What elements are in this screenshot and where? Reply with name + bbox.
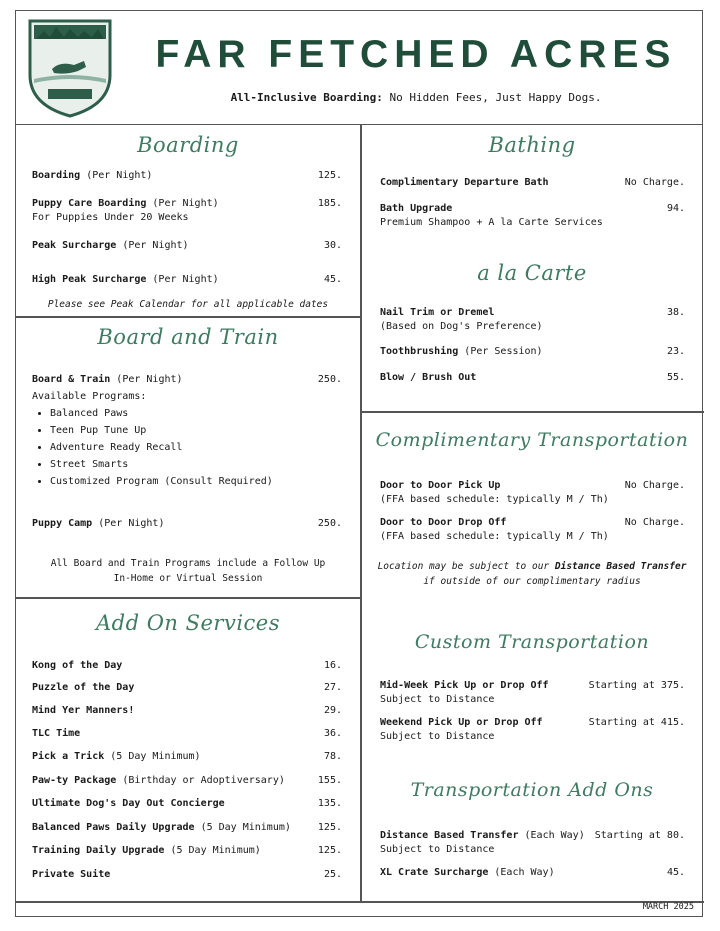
price-row: Door to Door Pick Up No Charge. (FFA based schedule: typically M / Th) — [380, 480, 685, 505]
list-item: • Street Smarts — [50, 456, 360, 473]
price-row: Peak Surcharge (Per Night) 30. — [32, 240, 342, 251]
list-item: • Adventure Ready Recall — [50, 439, 360, 456]
price-row: Weekend Pick Up or Drop Off Starting at 415. Subject to Distance — [380, 717, 685, 742]
price-row: Complimentary Departure Bath No Charge. — [380, 177, 685, 188]
price-row: Balanced Paws Daily Upgrade (5 Day Minimum) 125. — [32, 822, 342, 833]
footer-date: MARCH 2025 — [642, 902, 694, 912]
price-row: Door to Door Drop Off No Charge. (FFA based schedule: typically M / Th) — [380, 517, 685, 542]
divider — [16, 316, 360, 318]
price-row: Puzzle of the Day 27. — [32, 682, 342, 693]
section-title-custom-transport: Custom Transportation — [414, 631, 650, 653]
price-row: Board & Train (Per Night) 250. — [32, 374, 342, 385]
price-row: Puppy Camp (Per Night) 250. — [32, 518, 342, 529]
price-row: Mid-Week Pick Up or Drop Off Starting at 375. Subject to Distance — [380, 680, 685, 705]
price-row: Puppy Care Boarding (Per Night) 185. For Puppies Under 20 Weeks — [32, 198, 342, 223]
price-row: Kong of the Day 16. — [32, 660, 342, 671]
list-item: • Customized Program (Consult Required) — [50, 473, 360, 490]
price-row: XL Crate Surcharge (Each Way) 45. — [380, 867, 685, 878]
price-row: Distance Based Transfer (Each Way) Starting at 80. Subject to Distance — [380, 830, 685, 855]
price-row: Private Suite 25. — [32, 869, 342, 880]
section-title-bathing: Bathing — [488, 133, 576, 157]
section-title-boarding: Boarding — [137, 133, 239, 157]
price-row: Paw-ty Package (Birthday or Adoptiversary) 155. — [32, 775, 342, 786]
price-row: Bath Upgrade 94. Premium Shampoo + A la Carte Services — [380, 203, 685, 228]
price-row: High Peak Surcharge (Per Night) 45. — [32, 274, 342, 285]
logo-badge-icon — [26, 17, 114, 119]
train-note: All Board and Train Programs include a Follow Up In-Home or Virtual Session — [50, 558, 326, 584]
price-row: Toothbrushing (Per Session) 23. — [380, 346, 685, 357]
list-item: • Balanced Paws — [50, 405, 360, 422]
section-title-transport-add-ons: Transportation Add Ons — [410, 779, 654, 801]
price-row: Ultimate Dog's Day Out Concierge 135. — [32, 798, 342, 809]
divider — [360, 411, 704, 413]
transport-note: Location may be subject to our Distance Based Transfer if outside of our complimentary radius — [377, 561, 687, 587]
section-title-add-ons: Add On Services — [95, 611, 281, 635]
price-row: Training Daily Upgrade (5 Day Minimum) 125. — [32, 845, 342, 856]
price-row: Blow / Brush Out 55. — [380, 372, 685, 383]
divider — [16, 597, 360, 599]
boarding-note: Please see Peak Calendar for all applicable dates — [47, 299, 329, 310]
section-title-a-la-carte: a la Carte — [477, 261, 587, 285]
programs-label: Available Programs: — [32, 391, 147, 402]
programs-list — [32, 405, 360, 490]
tagline: All-Inclusive Boarding: No Hidden Fees, Just Happy Dogs. — [230, 91, 602, 104]
price-row: Pick a Trick (5 Day Minimum) 78. — [32, 751, 342, 762]
price-row: Mind Yer Manners! 29. — [32, 705, 342, 716]
page-title: FAR FETCHED ACRES — [155, 33, 677, 76]
price-row: Boarding (Per Night) 125. — [32, 170, 342, 181]
header — [16, 11, 702, 125]
price-row: TLC Time 36. — [32, 728, 342, 739]
price-row: Nail Trim or Dremel 38. (Based on Dog's Preference) — [380, 307, 685, 332]
list-item: • Teen Pup Tune Up — [50, 422, 360, 439]
menu-frame — [15, 10, 703, 917]
divider — [16, 901, 704, 903]
section-title-complimentary-transport: Complimentary Transportation — [375, 429, 689, 451]
section-title-board-train: Board and Train — [97, 325, 279, 349]
